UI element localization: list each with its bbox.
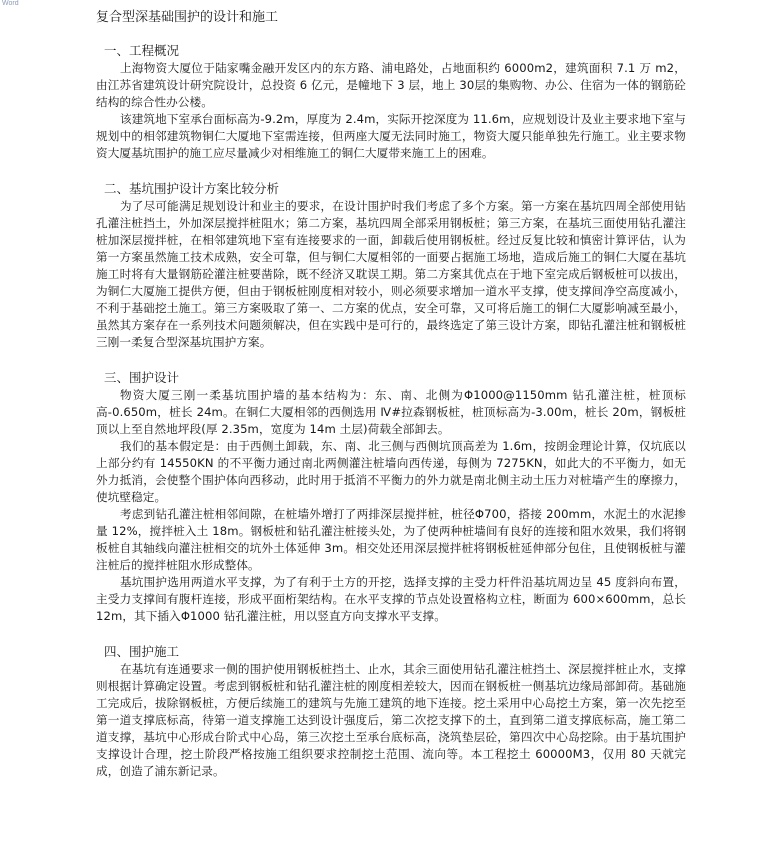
section-heading-design-comparison: 二、基坑围护设计方案比较分析 (104, 181, 280, 196)
section-heading-overview: 一、工程概况 (104, 43, 180, 58)
paragraph: 在基坑有连通要求一侧的围护使用钢板桩挡土、止水，其余三面使用钻孔灌注桩挡土、深层搅拌桩止水，支撑则根据计算确定设置。考虑到钢板桩和钻孔灌注桩的刚度相差较大，因而在钢板桩一侧基坑边缘局部卸荷。基础施工完成后，拔除钢板桩，方便后续施工的建筑与先施工建筑的地下连接。挖土采用中心岛挖土方案，第一次先挖至第一道支撑底标高，待第一道支撑施工达到设计强度后，第二次挖支撑下的土，直到第二道支撑底标高，施工第二道支撑，基坑中心形成台阶式中心岛，第三次挖土至承台底标高，浇筑垫层砼，第四次中心岛挖除。由于基坑围护支撑设计合理，挖土阶段严格按施工组织要求控制挖土范围、流向等。本工程挖土 60000M3，仅用 80 天就完成，创造了浦东新记录。 (96, 662, 686, 778)
corner-mark: Word (2, 0, 19, 7)
document-body (96, 8, 686, 780)
paragraph: 上海物资大厦位于陆家嘴金融开发区内的东方路、浦电路处，占地面积约 6000m2，建筑面积 7.1 万 m2，由江苏省建筑设计研究院设计，总投资 6 亿元，是幢地下 3 层，地上 30层的集购物、办公、住宿为一体的钢筋砼结构的综合性办公楼。 (96, 61, 686, 109)
paragraph: 该建筑地下室承台面标高为-9.2m，厚度为 2.4m，实际开挖深度为 11.6m，应规划设计及业主要求地下室与规划中的相邻建筑物铜仁大厦地下室需连接，但两座大厦无法同时施工，物资大厦只能单独先行施工。业主要求物资大厦基坑围护的施工应尽量减少对相维施工的铜仁大厦带来施工上的困难。 (96, 112, 686, 160)
paragraph: 我们的基本假定是：由于西侧土卸载，东、南、北三侧与西侧坑顶高差为 1.6m，按朗金理论计算，仅坑底以上部分约有 14550KN 的不平衡力通过南北两侧灌注桩墙向西传递，每侧为 7275KN，如此大的不平衡力，如无外力抵消，会使整个围护体向西移动，此时用于抵消不平衡力的外力就是南北侧主动土压力对桩墙产生的摩擦力，使坑壁稳定。 (96, 439, 686, 504)
paragraph: 基坑围护选用两道水平支撑，为了有利于土方的开挖，选择支撑的主受力杆件沿基坑周边呈 45 度斜向布置，主受力支撑间有腹杆连接，形成平面桁架结构。在水平支撑的节点处设置格构立柱，断面为 600×600mm，总长 12m，其下插入Φ1000 钻孔灌注桩，用以竖直方向支撑水平支撑。 (96, 575, 686, 623)
document-title: 复合型深基础围护的设计和施工 (96, 10, 279, 25)
section-heading-retaining-design: 三、围护设计 (104, 370, 180, 385)
paragraph: 物资大厦三刚一柔基坑围护墙的基本结构为：东、南、北侧为Φ1000@1150mm 钻孔灌注桩，桩顶标高-0.650m，桩长 24m。在铜仁大厦相邻的西侧选用 Ⅳ#拉森钢板桩，桩顶标高为-3.00m，桩长 20m，钢板桩顶以上至自然地坪段(厚 2.35m，宽度为 14m 土层)荷载全部卸去。 (96, 388, 686, 436)
section-heading-construction: 四、围护施工 (104, 644, 180, 659)
paragraph: 考虑到钻孔灌注桩相邻间隙，在桩墙外增打了两排深层搅拌桩，桩径Φ700，搭接 200mm，水泥土的水泥掺量 12%，搅拌桩入土 18m。钢板桩和钻孔灌注桩接头处，为了使两种桩墙间有良好的连接和阻水效果，我们将钢板桩自其轴线向灌注桩相交的坑外土体延伸 3m。相交处还用深层搅拌桩将钢板桩延伸部分包住，且使钢板桩与灌注桩后的搅拌桩阻水形成整体。 (96, 507, 686, 572)
paragraph: 为了尽可能满足规划设计和业主的要求，在设计围护时我们考虑了多个方案。第一方案在基坑四周全部使用钻孔灌注桩挡土，外加深层搅拌桩阻水；第二方案，基坑四周全部采用钢板桩；第三方案，在基坑三面使用钻孔灌注桩加深层搅拌桩，在相邻建筑地下室有连接要求的一面，卸载后使用钢板桩。经过反复比较和慎密计算评估，认为第一方案虽然施工技术成熟，安全可靠，但与铜仁大厦相邻的一面要占据施工场地，造成后施工的铜仁大厦在基坑施工时将有大量钢筋砼灌注桩要凿除，既不经济又耽误工期。第二方案其优点在于地下室完成后钢板桩可以拔出，为铜仁大厦施工提供方便，但由于钢板桩刚度相对较小，则必须要求增加一道水平支撑，使支撑间净空高度减小，不利于基础挖土施工。第三方案吸取了第一、二方案的优点，安全可靠，又可将后施工的铜仁大厦影响减至最小，虽然其方案存在一系列技术问题须解决，但在实践中是可行的，最终选定了第三设计方案，即钻孔灌注桩和钢板桩三刚一柔复合型深基坑围护方案。 (96, 199, 686, 349)
